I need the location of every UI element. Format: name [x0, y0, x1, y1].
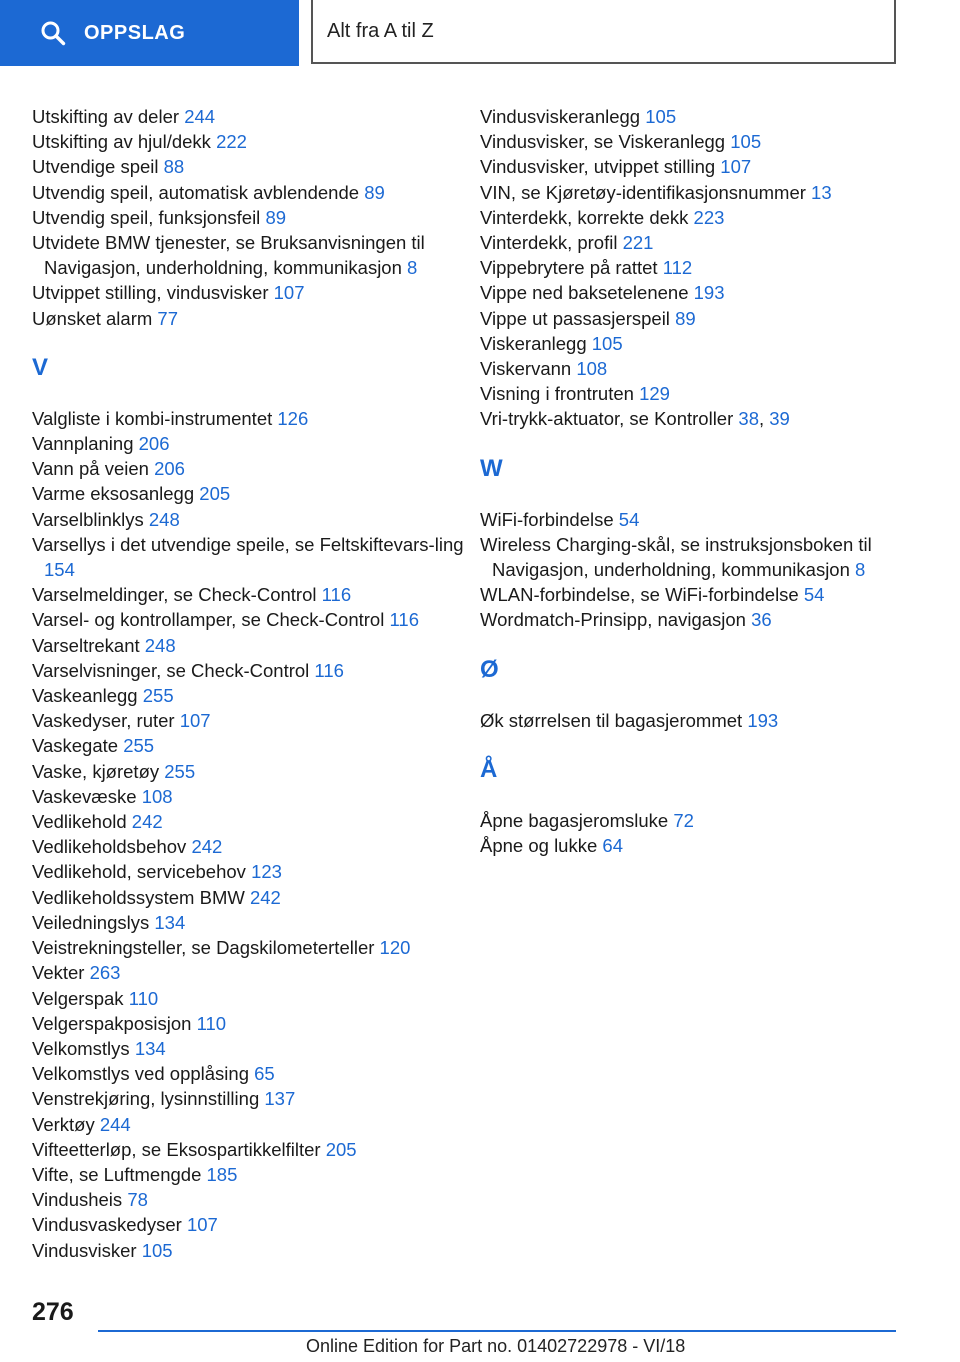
- page-link[interactable]: 107: [186, 1214, 218, 1236]
- index-entry: [480, 607, 920, 632]
- index-entry-text: Vindusvaskedyser: [32, 1214, 182, 1236]
- page-link[interactable]: 105: [730, 131, 762, 153]
- index-entry-text: Varselmeldinger, se Check-Control: [32, 584, 317, 606]
- page-link[interactable]: 112: [662, 257, 693, 279]
- page-link[interactable]: 206: [138, 433, 170, 455]
- page-link[interactable]: 78: [127, 1189, 148, 1211]
- index-entry: [32, 910, 472, 935]
- page-link[interactable]: 39: [769, 408, 790, 430]
- page-link[interactable]: 137: [264, 1088, 296, 1110]
- page-link[interactable]: 255: [142, 685, 174, 707]
- index-entry: [32, 431, 472, 456]
- page-link[interactable]: 105: [591, 332, 623, 354]
- index-entry: [32, 658, 472, 683]
- index-entry-text: Varselvisninger, se Check-Control: [32, 659, 310, 681]
- index-entry-text: Øk størrelsen til bagasjerommet: [480, 709, 743, 731]
- index-entry-text: VIN, se Kjøretøy-identifikasjonsnummer: [480, 181, 806, 203]
- page-link[interactable]: 154: [44, 559, 75, 581]
- page-link[interactable]: 205: [199, 483, 231, 505]
- index-entry: [32, 582, 472, 607]
- page-link[interactable]: 116: [321, 584, 352, 606]
- index-entry-text: Vedlikehold, servicebehov: [32, 861, 246, 883]
- index-entry-text: Vedlikeholdsbehov: [32, 836, 187, 858]
- page-link[interactable]: 244: [99, 1113, 131, 1135]
- index-entry-text: Utvendig speil, funksjonsfeil: [32, 206, 261, 228]
- index-entry-text: Vindusvisker, se Viskeranlegg: [480, 131, 726, 153]
- index-entry: [32, 607, 472, 632]
- page-link[interactable]: 54: [803, 584, 825, 606]
- index-letter-heading: V: [32, 353, 49, 381]
- index-entry: [32, 154, 472, 179]
- index-entry-text: Vinterdekk, profil: [480, 232, 618, 254]
- index-entry-text: WiFi-forbindelse: [480, 508, 614, 530]
- page-link[interactable]: 88: [163, 156, 185, 178]
- page-link[interactable]: 108: [576, 358, 608, 380]
- index-entry: [32, 809, 472, 834]
- index-entry-text: Vindusviskeranlegg: [480, 106, 641, 127]
- page-link[interactable]: 134: [134, 1037, 166, 1059]
- index-entry-text: Utvendige speil: [32, 156, 159, 178]
- index-entry-text: Vippebrytere på rattet: [480, 257, 658, 279]
- page-link[interactable]: 255: [123, 735, 155, 757]
- page-link[interactable]: 116: [314, 659, 344, 681]
- index-letter-heading: W: [480, 454, 503, 482]
- index-entry: [480, 808, 920, 833]
- index-entry-text: WLAN-forbindelse, se WiFi-forbindelse: [480, 584, 799, 606]
- page-link[interactable]: 107: [720, 156, 752, 178]
- index-entry-text: Veiledningslys: [32, 911, 150, 933]
- index-entry-text: Vedlikeholdssystem BMW: [32, 886, 245, 908]
- index-entry: [32, 960, 472, 985]
- page-link[interactable]: 107: [273, 282, 305, 304]
- page-link[interactable]: 105: [141, 1239, 173, 1261]
- index-entry-text: Varselblinklys: [32, 508, 144, 530]
- index-letter-heading: Ø: [480, 655, 499, 683]
- section-title-box: [311, 0, 896, 64]
- index-entry: [32, 456, 472, 481]
- index-entry-text: Vindusheis: [32, 1189, 123, 1211]
- index-entry: [32, 481, 472, 506]
- index-entry-text: Utskifting av deler: [32, 106, 180, 127]
- page-link[interactable]: 185: [206, 1163, 238, 1185]
- index-entry-text: Varsellys i det utvendige speile, se Feltskiftevars-ling: [32, 533, 464, 555]
- index-entry-text: Vann på veien: [32, 458, 149, 480]
- page-link[interactable]: 107: [179, 710, 211, 732]
- index-entry-text: Utvippet stilling, vindusvisker: [32, 282, 269, 304]
- index-entry-text: Visning i frontruten: [480, 383, 634, 405]
- index-entry-text: Velkomstlys: [32, 1037, 130, 1059]
- page-link[interactable]: 223: [693, 206, 725, 228]
- index-entry-text: Valgliste i kombi-instrumentet: [32, 407, 273, 429]
- page-link[interactable]: 38: [738, 408, 759, 430]
- page-link[interactable]: 206: [154, 458, 185, 480]
- index-entry: [32, 834, 472, 859]
- index-entry: [480, 104, 920, 129]
- index-entry: [32, 708, 472, 733]
- oppslag-tab-label: OPPSLAG: [84, 21, 186, 44]
- index-entry: [32, 1061, 472, 1086]
- index-entry-text: Åpne og lukke: [480, 835, 598, 857]
- index-entry-text: Vippe ned baksetelenene: [480, 282, 689, 304]
- index-entry: [480, 306, 920, 331]
- index-entry-text: Viskeranlegg: [480, 332, 587, 354]
- index-entry: [480, 230, 920, 255]
- index-entry-text: Vaske, kjøretøy: [32, 760, 160, 782]
- index-entry: [32, 532, 472, 582]
- page-link[interactable]: 193: [693, 282, 725, 304]
- index-entry-text: Vaskegate: [32, 735, 119, 757]
- index-entry-text: Utvendig speil, automatisk avblendende: [32, 181, 360, 203]
- page-link[interactable]: 65: [254, 1063, 275, 1085]
- index-entry-text: Velgerspakposisjon: [32, 1012, 192, 1034]
- page-link[interactable]: 263: [89, 962, 121, 984]
- page-link[interactable]: 123: [251, 861, 282, 883]
- page-link[interactable]: 108: [141, 785, 173, 807]
- edition-info: Online Edition for Part no. 01402722978 - VI/18: [306, 1336, 686, 1356]
- index-entry: [32, 280, 472, 305]
- index-entry: [32, 1162, 472, 1187]
- index-entry-text: Vedlikehold: [32, 811, 127, 833]
- index-entry: [480, 833, 920, 858]
- page-link[interactable]: 89: [364, 181, 385, 203]
- index-entry: [32, 1086, 472, 1111]
- page-link[interactable]: 244: [184, 106, 216, 127]
- index-entry-text: Venstrekjøring, lysinnstilling: [32, 1088, 260, 1110]
- page-link[interactable]: 13: [811, 181, 832, 203]
- index-entry: [32, 935, 472, 960]
- index-entry-text: Varsel- og kontrollamper, se Check-Control: [32, 609, 385, 631]
- page-link[interactable]: 54: [618, 508, 640, 530]
- index-entry: [480, 532, 920, 582]
- index-entry: Vri-trykk-aktuator, se Kontroller 38, 39: [480, 408, 790, 430]
- index-entry: [32, 104, 472, 129]
- index-column-left: [32, 104, 472, 1263]
- index-entry: [480, 507, 920, 532]
- index-entry-text: Utskifting av hjul/dekk: [32, 131, 211, 153]
- page-link[interactable]: 8: [407, 257, 418, 279]
- page-header: [0, 0, 960, 66]
- index-entry-text: Velkomstlys ved opplåsing: [32, 1063, 249, 1085]
- index-entry-text: Vifteetterløp, se Eksospartikkelfilter: [32, 1138, 321, 1160]
- index-entry: [480, 708, 920, 733]
- page-link[interactable]: 242: [131, 811, 163, 833]
- index-entry: [480, 381, 920, 406]
- page-link[interactable]: 72: [673, 809, 694, 831]
- index-entry-text: Vri-trykk-aktuator, se Kontroller: [480, 408, 734, 430]
- index-entry-text: Uønsket alarm: [32, 307, 153, 329]
- index-entry-text: Varseltrekant: [32, 634, 140, 656]
- index-entry-text: Vinterdekk, korrekte dekk: [480, 206, 689, 228]
- index-entry-text: Vannplaning: [32, 433, 134, 455]
- index-entry: [32, 205, 472, 230]
- page-link[interactable]: 242: [191, 836, 223, 858]
- index-entry: [480, 255, 920, 280]
- page-link[interactable]: 77: [157, 307, 178, 329]
- page-link[interactable]: 248: [148, 508, 180, 530]
- index-entry: [32, 1137, 472, 1162]
- index-entry: [32, 129, 472, 154]
- index-entry: [32, 784, 472, 809]
- index-entry-text: Vaskedyser, ruter: [32, 710, 175, 732]
- index-entry-text: Vifte, se Luftmengde: [32, 1163, 202, 1185]
- index-entry: [480, 154, 920, 179]
- index-entry: [32, 1011, 472, 1036]
- index-entry-text: Varme eksosanlegg: [32, 483, 195, 505]
- oppslag-tab[interactable]: [0, 0, 299, 66]
- page-link[interactable]: 116: [389, 609, 419, 631]
- page-link[interactable]: 242: [249, 886, 281, 908]
- index-entry-text: Vaskevæske: [32, 785, 137, 807]
- index-entry: [32, 1112, 472, 1137]
- page-link[interactable]: 129: [639, 383, 670, 405]
- page-link[interactable]: 89: [265, 206, 287, 228]
- index-entry: [32, 306, 472, 331]
- index-entry-text: Veistrekningsteller, se Dagskilometerteller: [32, 937, 375, 959]
- index-entry: [32, 1036, 472, 1061]
- index-entry: [480, 582, 920, 607]
- page-link[interactable]: 193: [747, 709, 779, 731]
- index-entry: [32, 733, 472, 758]
- index-entry: [480, 205, 920, 230]
- index-entry-text: Viskervann: [480, 358, 572, 380]
- index-entry: [32, 1187, 472, 1212]
- index-entry: [32, 1212, 472, 1237]
- index-entry: [480, 129, 920, 154]
- index-entry-text: Vindusvisker: [32, 1239, 137, 1261]
- page-link[interactable]: 248: [144, 634, 176, 656]
- page-link[interactable]: 105: [645, 106, 677, 127]
- index-entry-text: Verktøy: [32, 1113, 95, 1135]
- index-entry-text: Vaskeanlegg: [32, 685, 138, 707]
- index-column-right: [480, 104, 920, 858]
- index-entry-text: Vekter: [32, 962, 85, 984]
- page-link[interactable]: 64: [602, 835, 623, 857]
- page-number: 276: [32, 1298, 74, 1326]
- index-entry-text: Vindusvisker, utvippet stilling: [480, 156, 716, 178]
- page-link[interactable]: 205: [325, 1138, 357, 1160]
- index-entry: [32, 859, 472, 884]
- page-link[interactable]: 120: [379, 937, 411, 959]
- index-entry-text: Velgerspak: [32, 987, 124, 1009]
- page-link[interactable]: 110: [128, 987, 159, 1009]
- index-entry: [32, 633, 472, 658]
- index-entry: [32, 885, 472, 910]
- page-link[interactable]: 255: [164, 760, 196, 782]
- page-link[interactable]: 110: [196, 1012, 227, 1034]
- page-link[interactable]: 221: [622, 232, 654, 254]
- page-link[interactable]: 222: [216, 131, 247, 153]
- index-entry: [32, 507, 472, 532]
- section-title: Alt fra A til Z: [327, 19, 434, 42]
- index-entry-text: Wordmatch-Prinsipp, navigasjon: [480, 609, 746, 631]
- index-entry-text: Åpne bagasjeromsluke: [480, 809, 669, 831]
- index-letter-heading: Å: [480, 755, 498, 783]
- index-entry: [480, 331, 920, 356]
- footer-divider: [98, 1330, 896, 1332]
- index-entry-text: Vippe ut passasjerspeil: [480, 307, 670, 329]
- index-entry-text: Utvidete BMW tjenester, se Bruksanvisningen til Navigasjon, underholdning, kommunikasjon: [32, 232, 425, 279]
- page-link[interactable]: 8: [855, 559, 866, 581]
- index-entry: [480, 280, 920, 305]
- page-link[interactable]: 36: [751, 609, 772, 631]
- index-entry: [32, 1238, 472, 1263]
- index-entry: [32, 406, 472, 431]
- page-link[interactable]: 126: [277, 407, 309, 429]
- index-entry: [480, 356, 920, 381]
- index-entry-text: Wireless Charging-skål, se instruksjonsboken til Navigasjon, underholdning, kommunikasjon: [480, 533, 872, 581]
- index-entry: [32, 986, 472, 1011]
- index-entry: [480, 180, 920, 205]
- index-entry: [32, 180, 472, 205]
- page-link[interactable]: 134: [154, 911, 186, 933]
- index-entry: [32, 683, 472, 708]
- index-entry: [32, 759, 472, 784]
- index-entry: [32, 230, 472, 280]
- search-icon: [40, 20, 66, 46]
- page-link[interactable]: 89: [675, 307, 696, 329]
